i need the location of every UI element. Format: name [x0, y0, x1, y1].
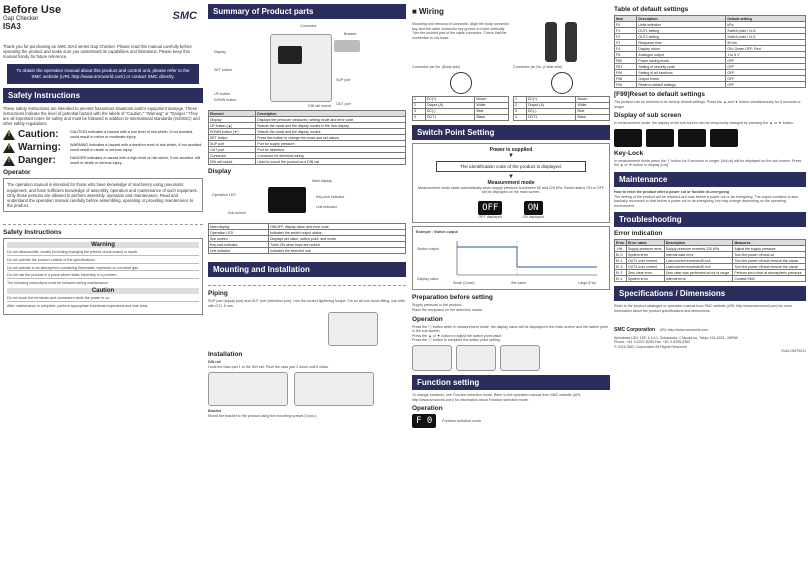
installation-title: Installation [208, 351, 243, 359]
table-cell: Main display [209, 224, 269, 230]
table-cell: System error [626, 276, 664, 282]
table-cell: OFF [726, 76, 806, 82]
wiring-section [412, 22, 610, 62]
table-row [209, 248, 406, 254]
label-unit: Unit indicator [316, 205, 337, 209]
cable-connector-icon [551, 72, 573, 94]
ident-box: The identification code of the product is displayed. [436, 161, 586, 172]
table-cell: Power saving mode [637, 58, 726, 64]
function-op-title: Operation [412, 405, 443, 413]
table-cell: Displays set value, switch point, and mode. [268, 236, 405, 242]
switch-chart [412, 226, 610, 290]
label-bracket: Bracket [344, 32, 357, 36]
label-set: SET button [214, 68, 232, 72]
warning-levels [3, 129, 203, 166]
error-table [614, 239, 806, 282]
table-cell: DC(+) [526, 96, 576, 102]
chart-label-set: Set value [511, 281, 526, 286]
function-selection-label: Function selection mode [442, 418, 482, 423]
caution-item: Do not touch the terminals and connectors while the power is on. [7, 296, 199, 302]
table-cell: Turns ON when keys are locked. [268, 242, 405, 248]
chart-label-large: Large (Far) [578, 281, 596, 286]
table-cell: DC(-) [526, 108, 576, 114]
table-cell: Reset to default settings [637, 82, 726, 88]
warn-item: Do not use the product in a place where static electricity is a problem. [7, 273, 199, 279]
col-element: Element [209, 111, 256, 117]
column-2 [208, 0, 406, 565]
table-cell: OFF [726, 64, 806, 70]
table-cell: Adjust the supply pressure [733, 246, 806, 252]
table-cell: Er 3 [615, 270, 627, 276]
table-header-cell: Description [637, 16, 726, 22]
chart-label-switch: Switch output [417, 247, 439, 252]
table-cell: OUT1 [526, 114, 576, 120]
cable-images [512, 22, 610, 62]
table-row [413, 114, 509, 120]
table-cell: F4 [615, 46, 637, 52]
table-cell: DOWN button (▼) [209, 129, 256, 135]
sub-display-image [614, 129, 642, 147]
warning-triangle-icon [3, 156, 15, 166]
table-cell: Unit indicator [209, 248, 269, 254]
table-cell: 1 to 5 V [726, 52, 806, 58]
table-cell: F1 [615, 28, 637, 34]
label-main-display: Main display [312, 179, 332, 183]
footer-url[interactable]: URL http://www.smcworld.com [659, 327, 709, 332]
down-arrow-icon: ▼ [508, 152, 514, 159]
warning-triangle-icon [3, 130, 15, 140]
table-cell: Press this button to change the mode and set values. [256, 135, 406, 141]
din-title: DIN rail [208, 360, 221, 365]
table-cell: Displays the pressure measured, setting mode and error code. [256, 117, 406, 123]
table-cell: OUT2 over current [626, 264, 664, 270]
table-cell: Brown [576, 96, 610, 102]
column-3 [412, 0, 610, 565]
table-row [514, 114, 610, 120]
table-cell: 50 ms [726, 40, 806, 46]
pin-table-body [412, 96, 509, 121]
keylock-text: In measurement mode press the ⓢ button for 5 seconds or longer. [UnLoc] will be displayed on the sub screen. Press the ▲ or ▼ button to display [Loc]. [614, 158, 802, 168]
table-header-cell: Error [616, 240, 625, 245]
table-cell: Display [209, 117, 256, 123]
doc-title: Before Use [3, 4, 62, 16]
sub-display-image [710, 129, 738, 147]
pin-title-body: Connector pin No. (Body side) [412, 65, 461, 69]
table-cell: Indicates the switch output status. [268, 230, 405, 236]
table-cell: Zero clear was performed at out of range [664, 270, 733, 276]
footer-address: Akihabara UDX 15F, 4-14-1, Sotokanda, Chiyoda-ku, Tokyo 101-0021, JAPAN [614, 335, 739, 340]
table-cell: Turn the power off and on [733, 252, 806, 258]
sub-display-image [646, 129, 674, 147]
maint-text: The setting of the product will be retained as it was before a power cut or de-energizing. The output condition is also basically recovered to that before a power cut or de-energizing, but may change depending on the operating environment. [614, 194, 799, 208]
table-cell: 4 [413, 114, 426, 120]
connector-image [334, 40, 360, 52]
table-cell: Switch point / N.O. [726, 28, 806, 34]
product-body-image [270, 34, 332, 102]
switch-flow [412, 143, 610, 224]
piping-title: Piping [208, 290, 228, 297]
table-cell: Perform zero clear at atmospheric pressure [733, 270, 806, 276]
table-cell: Sub screen [209, 236, 269, 242]
table-cell: System error [626, 252, 664, 258]
safety-header: Safety Instructions [3, 88, 203, 103]
table-cell: Setting of security code [637, 64, 726, 70]
op-image [500, 345, 540, 371]
label-connector: Connector [300, 24, 317, 28]
warn-item: Do not operate in an atmosphere containing flammable, explosive or corrosive gas. [7, 266, 199, 272]
table-cell: Turn the power off and remove the cause [733, 258, 806, 264]
function-header: Function setting [412, 375, 610, 390]
warning-text: WARNING indicates a hazard with a medium level of risk which, if not avoided, could result in death or serious injury. [70, 143, 203, 152]
table-cell: Black [576, 114, 610, 120]
trouble-header: Troubleshooting [614, 212, 806, 227]
table-cell: Output (A) [526, 102, 576, 108]
op-images [412, 345, 610, 371]
intro-text: Thank you for purchasing an SMC ISA3 series Gap Checker. Please read this manual carefully before operating the product and make sure you understand its capabilities and limitations. Please keep this manual handy for future reference. [3, 44, 192, 60]
wiring-text: Mounting and removal of connector. Align the body connector key and the cable connector key groove to insert vertically. Turn the knurled part of the cable connector. Check that the connection is not loose. [412, 22, 510, 40]
table-cell: 4 [514, 114, 527, 120]
table-cell: Black [475, 114, 509, 120]
piping-diagram [208, 308, 406, 348]
table-header-cell: Item [615, 16, 637, 22]
switch-output-svg [417, 237, 603, 287]
op-image [456, 345, 496, 371]
table-cell: Turn the power off and remove the cause [733, 264, 806, 270]
table-cell: Key-lock indicator [209, 242, 269, 248]
table-cell: F5 [615, 52, 637, 58]
table-header-cell: Default setting [726, 16, 806, 22]
table-cell: Load current exceeds 80 mA [664, 258, 733, 264]
label-sub-screen: Sub screen [228, 211, 247, 215]
table-header-cell: Description [664, 240, 733, 246]
label-down: DOWN button [214, 98, 237, 102]
prep-item: Place the workpiece on the detection nozzle. [412, 307, 484, 312]
danger-row [3, 155, 203, 166]
on-display: ON [524, 201, 543, 215]
table-cell: Connector for electrical wiring. [256, 153, 406, 159]
warn-item: Do not disassemble, modify (including changing the printed circuit board) or repair. [7, 250, 199, 256]
footer-phone: Phone: +81 3-5207-8249 Fax: +81 3-5298-5362 [614, 340, 691, 345]
table-row [615, 276, 806, 282]
table-cell: DC(-) [425, 108, 475, 114]
prep-item: Supply pressure to the product. [412, 303, 462, 308]
sub-display-image [678, 129, 706, 147]
warning-row [3, 142, 203, 153]
piping-text: SUP port (supply port) and OUT port (detection port). Use the correct tightening torque. For an all-one-touch fitting, use tube with O.D. 6 mm. [208, 299, 406, 308]
wiring-header: ■ Wiring [412, 7, 444, 16]
pin-table-cable [513, 96, 610, 121]
doc-model: ISA3 [3, 22, 21, 31]
table-cell: 3 [514, 108, 527, 114]
table-cell: OFF [726, 70, 806, 76]
table-cell: F81 [615, 64, 637, 70]
table-cell: Switch point / N.O. [726, 34, 806, 40]
safety2-title: Safety Instructions [3, 229, 62, 237]
table-cell: Selects the mode and the display modes in the Sub display. [256, 123, 406, 129]
table-cell: OFF [726, 58, 806, 64]
table-cell: 3 [413, 108, 426, 114]
display-image [268, 187, 306, 213]
display-table [208, 223, 406, 254]
operator-title: Operator [3, 169, 31, 177]
din-step1-image [208, 372, 288, 406]
table-cell: F99 [615, 82, 637, 88]
function-code-display: F 0 [412, 414, 436, 428]
specs-text: Refer to the product catalogue or operation manual from SMC website (URL http://www.smcworld.com) for more information about the product specifications and dimensions. [614, 304, 793, 313]
footer-company: SMC Corporation [614, 326, 656, 333]
error-title: Error indication [614, 230, 663, 238]
warning-panel-title: Warning [7, 242, 199, 248]
table-cell: Setting of all functions [637, 70, 726, 76]
column-1 [3, 0, 203, 565]
display-diagram [208, 177, 406, 223]
table-cell: Er 2 [615, 264, 627, 270]
defaults-table [614, 15, 806, 88]
table-cell: 2 [514, 102, 527, 108]
label-display: Display [214, 50, 226, 54]
table-cell: Blue [576, 108, 610, 114]
caution-row [3, 129, 203, 140]
safety-text: These safety instructions are intended to prevent hazardous situations and/or equipment damage. These instructions indicate the level of potential hazard with the labels of "Caution," "Warning" or "Danger." They are all important notes for safety and must be followed in addition to International standards (ISO/IEC) and other safety regulations. [3, 105, 200, 127]
table-cell: F90 [615, 70, 637, 76]
label-operation-led: Operation LED [212, 193, 236, 197]
bracket-text: Mount the bracket to the product using the mounting screws (3 pcs.). [208, 413, 318, 418]
col-description: Description [256, 111, 406, 117]
op-title: Operation [412, 315, 443, 323]
table-cell: ON/OFF, display value and error code. [268, 224, 405, 230]
switch-line [457, 247, 597, 267]
operator-text: The operation manual is intended for those who have knowledge of machinery using pneumatic equipment, and have sufficient knowledge of assembly, operation and maintenance of such equipment. Only those persons are allowed to perform assembly, operation and maintenance. Read and understand the operation manual carefully before assembling, operating or providing maintenance to the product. [3, 178, 203, 212]
table-cell: DC(+) [425, 96, 475, 102]
table-cell: Supply pressure exceeds 220 kPa [664, 246, 733, 252]
maintenance-header: Maintenance [614, 172, 806, 187]
table-cell: F98 [615, 76, 637, 82]
body-connector-icon [450, 72, 472, 94]
op-item: Press the ▲ or ▼ button to adjust the switch point value. [412, 333, 503, 338]
table-cell: White [475, 102, 509, 108]
switch-header: Switch Point Setting [412, 125, 610, 140]
din-step2-image [294, 372, 374, 406]
table-cell: OUT2 setting [637, 34, 726, 40]
table-row [209, 159, 406, 165]
caution-label: Caution: [18, 129, 59, 141]
table-header-cell: Error name [626, 240, 664, 246]
footer [614, 318, 806, 354]
warning-triangle-icon [3, 143, 15, 153]
reset-title: [F99]Reset to default settings [614, 91, 706, 98]
keylock-title: Key-Lock [614, 149, 644, 157]
table-cell: Analogue output [637, 52, 726, 58]
label-din: DIN rail mount [308, 104, 331, 108]
table-cell: 1 [514, 96, 527, 102]
specs-header: Specifications / Dimensions [614, 286, 806, 301]
label-sup: SUP port [336, 78, 351, 82]
doc-subtitle: Gap Checker [3, 16, 39, 22]
table-cell: DIN rail mount [209, 159, 256, 165]
table-cell: F2 [615, 34, 637, 40]
mounting-header: Mounting and Installation [208, 262, 406, 277]
table-cell: Output (A) [425, 102, 475, 108]
down-arrow-icon: ▼ [508, 173, 514, 180]
footer-doc-number: ISA3-OMT0011 [781, 349, 806, 354]
caution-panel-title: Caution [7, 288, 199, 294]
label-keylock: Key-lock indicator [316, 195, 345, 199]
warn-item: Do not operate the product outside of the specifications. [7, 258, 199, 264]
table-cell: Connector [209, 153, 256, 159]
table-header-cell: Measures [733, 240, 806, 246]
table-cell: Blue [475, 108, 509, 114]
table-cell: White [576, 102, 610, 108]
maint-sub: How to reset the product after a power cut or forcible de-energizing [614, 189, 730, 194]
power-supplied: Power is supplied [489, 146, 533, 153]
on-label: ON displayed [522, 214, 544, 219]
table-cell: Load current exceeds 80 mA [664, 264, 733, 270]
danger-text: DANGER indicates a hazard with a high level of risk which, if not avoided, will result in death or serious injury. [70, 156, 201, 165]
table-cell: Indicates the selected unit. [268, 248, 405, 254]
summary-header: Summary of Product parts [208, 4, 406, 19]
column-4 [614, 0, 806, 565]
table-cell: Zero clear error [626, 270, 664, 276]
notice-box: To obtain the operation manual about this product and control unit, please refer to the SMC website (URL http://www.smcworld.com) or contact SMC directly. [7, 64, 199, 84]
din-diagrams [208, 372, 406, 406]
table-cell: -HH- [615, 246, 627, 252]
table-cell: Er 4 [615, 276, 627, 282]
prep-title: Preparation before setting [412, 294, 493, 302]
off-label: OFF displayed [478, 214, 502, 219]
op-item: Press the ⓢ button to complete the switch point setting. [412, 338, 501, 343]
pin-tables [412, 96, 610, 121]
measurement-mode: Measurement mode [487, 179, 535, 186]
pin-title-cable: Connector pin No. (Cable side) [513, 65, 563, 69]
table-cell: 1 [413, 96, 426, 102]
table-cell: Contact SMC [733, 276, 806, 282]
subscreen-images [614, 129, 806, 147]
table-cell: F3 [615, 40, 637, 46]
chart-label-small: Small (Close) [453, 281, 475, 286]
subscreen-title: Display of sub screen [614, 112, 682, 120]
table-cell: Selects the mode and the display modes. [256, 129, 406, 135]
warning-panel [3, 238, 203, 314]
table-cell: Brown [475, 96, 509, 102]
table-cell: Units selection [637, 22, 726, 28]
bracket-title: Bracket [208, 409, 222, 414]
reset-text: The product can be returned to its factory default settings. Press the ▲ and ▼ button simultaneously for 5 seconds or longer. [614, 100, 801, 109]
product-display-image [278, 46, 302, 64]
smc-logo: SMC [172, 10, 197, 22]
table-row [615, 82, 806, 88]
subscreen-text: In measurement mode, the display of the sub screen can be temporarily changed by pressing the ▲ or ▼ button. [614, 121, 794, 126]
table-cell: kPa [726, 22, 806, 28]
table-cell: Supply pressure error [626, 246, 664, 252]
table-cell: OUT1 over current [626, 258, 664, 264]
label-up: UP button [214, 92, 230, 96]
din-text: Hook the claw part 1 to the DIN rail. Push the claw part 2 down until it clicks. [208, 364, 330, 369]
table-cell: SUP port [209, 141, 256, 147]
table-cell: 2 [413, 102, 426, 108]
table-cell: Er 0 [615, 252, 627, 258]
danger-label: Danger: [18, 155, 56, 167]
caution-text: CAUTION indicates a hazard with a low level of risk which, if not avoided, could result in minor or moderate injury. [70, 130, 194, 139]
caution-item: After maintenance is complete, perform appropriate functional inspections and leak tests. [7, 304, 149, 308]
label-out: OUT port [336, 102, 351, 106]
table-cell: Output check [637, 76, 726, 82]
cable-image [545, 22, 557, 62]
function-op-diagram [412, 414, 610, 428]
table-cell: UP button (▲) [209, 123, 256, 129]
table-cell: Display colour [637, 46, 726, 52]
piping-product-image [328, 312, 378, 346]
pin-diagrams [412, 65, 610, 96]
table-cell: Port for detection. [256, 147, 406, 153]
function-text: To change functions, use Function selection mode. Refer to the operation manual from SMC website (URL http://www.smcworld.com) for information about Function selection mode. [412, 392, 581, 402]
table-cell: F0 [615, 22, 637, 28]
table-cell: Port for supply pressure. [256, 141, 406, 147]
chart-label-display: Display value [417, 277, 439, 282]
table-cell: OUT port [209, 147, 256, 153]
warn-item: The following instructions must be followed during maintenance. [7, 280, 109, 285]
table-cell: OUT1 setting [637, 28, 726, 34]
table-cell: Er 1 [615, 258, 627, 264]
op-item: Press the ⓢ button while in measurement mode, the display value will be displayed in the main screen and the switch point in the sub screen. [412, 324, 608, 334]
table-cell: Operation LED [209, 230, 269, 236]
op-image [412, 345, 452, 371]
display-title: Display [208, 168, 232, 175]
measurement-text: Measurement mode starts automatically when supply pressure is between 80 and 220 kPa. Switch status ON or OFF will be displayed on the main screen. [418, 185, 604, 195]
defaults-title: Table of default settings [614, 6, 689, 13]
table-cell: OFF [726, 82, 806, 88]
product-diagram [208, 22, 406, 110]
parts-table [208, 110, 406, 165]
off-display: OFF [478, 201, 502, 215]
chart-title: Example : Switch output [416, 230, 458, 235]
cable-image [565, 22, 577, 62]
table-cell: F80 [615, 58, 637, 64]
table-cell: SET button [209, 135, 256, 141]
warning-label: Warning: [18, 142, 61, 154]
table-cell: ON: Green OFF: Red [726, 46, 806, 52]
table-cell: Response time [637, 40, 726, 46]
table-cell: Internal data error [664, 252, 733, 258]
table-cell: OUT1 [425, 114, 475, 120]
table-cell: Used to mount the product on a DIN rail. [256, 159, 406, 165]
footer-copyright: © 2016 SMC Corporation All Rights Reserved [614, 344, 687, 349]
table-cell: Internal error [664, 276, 733, 282]
